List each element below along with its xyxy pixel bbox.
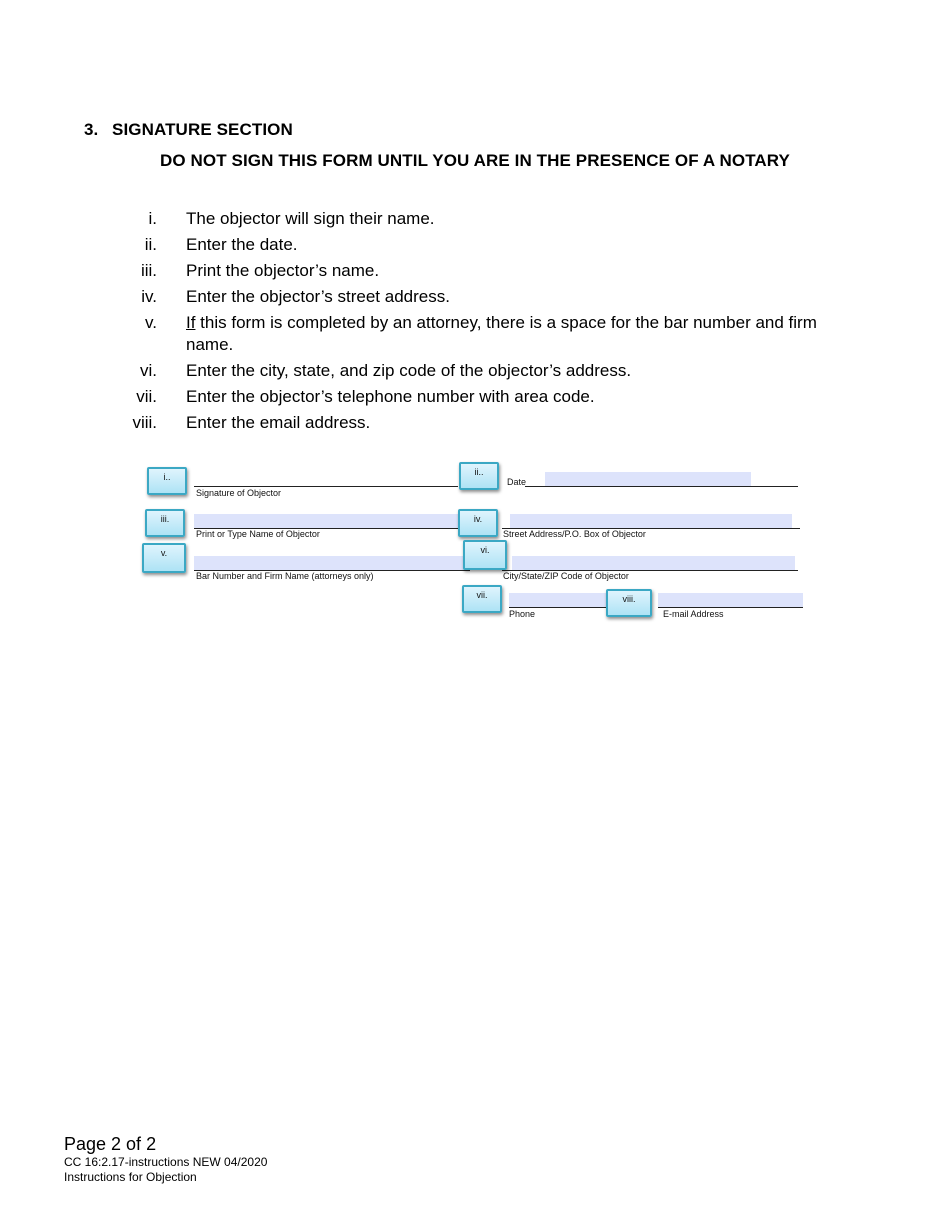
step-text: Enter the objector’s telephone number with area code.	[186, 387, 595, 406]
callout-badge-ii: ii..	[459, 462, 499, 490]
date-field	[545, 472, 751, 486]
email-line	[658, 607, 803, 608]
step-text: The objector will sign their name.	[186, 209, 435, 228]
section-title: SIGNATURE SECTION	[112, 120, 293, 139]
form-title: Instructions for Objection	[64, 1170, 197, 1184]
underlined-if: If	[186, 313, 196, 332]
list-item	[0, 234, 950, 260]
street-label: Street Address/P.O. Box of Objector	[503, 529, 646, 539]
list-item	[0, 260, 950, 286]
bar-number-field	[194, 556, 470, 570]
step-text: Print the objector’s name.	[186, 261, 380, 280]
instruction-list	[0, 208, 950, 438]
list-item	[0, 386, 950, 412]
callout-badge-iii: iii.	[145, 509, 185, 537]
list-item	[0, 286, 950, 312]
callout-badge-i: i..	[147, 467, 187, 495]
callout-badge-vii: vii.	[462, 585, 502, 613]
signature-label: Signature of Objector	[196, 488, 282, 498]
phone-label: Phone	[509, 609, 536, 619]
step-text	[186, 312, 856, 356]
form-code: CC 16:2.17-instructions NEW 04/2020	[64, 1155, 268, 1169]
section-heading	[84, 120, 293, 140]
step-numeral: i.	[148, 209, 157, 228]
bar-number-label: Bar Number and Firm Name (attorneys only)	[196, 571, 374, 581]
step-numeral: ii.	[144, 235, 157, 254]
step-numeral: iii.	[140, 261, 157, 280]
street-field	[510, 514, 792, 528]
email-label: E-mail Address	[663, 609, 724, 619]
email-field	[658, 593, 803, 607]
list-item	[0, 208, 950, 234]
city-label: City/State/ZIP Code of Objector	[503, 571, 629, 581]
step-text-rest: this form is completed by an attorney, there is a space for the bar number and firm name.	[186, 313, 817, 354]
print-name-label: Print or Type Name of Objector	[196, 529, 320, 539]
phone-line	[509, 607, 609, 608]
step-text: Enter the email address.	[186, 413, 371, 432]
date-line	[525, 486, 798, 487]
notary-warning: DO NOT SIGN THIS FORM UNTIL YOU ARE IN THE PRESENCE OF A NOTARY	[160, 151, 790, 170]
signature-line	[194, 486, 458, 487]
phone-field	[509, 593, 609, 607]
section-number: 3.	[84, 120, 99, 139]
list-item	[0, 312, 950, 360]
step-numeral: iv.	[141, 287, 157, 306]
list-item	[0, 360, 950, 386]
step-numeral: v.	[145, 313, 157, 332]
step-text: Enter the date.	[186, 235, 298, 254]
step-text: Enter the objector’s street address.	[186, 287, 450, 306]
page-number: Page 2 of 2	[64, 1134, 157, 1154]
list-item	[0, 412, 950, 438]
callout-badge-viii: viii.	[606, 589, 652, 617]
callout-badge-v: v.	[142, 543, 186, 573]
step-numeral: vi.	[140, 361, 157, 380]
page-footer	[64, 1133, 267, 1185]
callout-badge-iv: iv.	[458, 509, 498, 537]
step-text: Enter the city, state, and zip code of the objector’s address.	[186, 361, 632, 380]
date-label: Date	[507, 477, 527, 487]
print-name-field	[194, 514, 464, 528]
callout-badge-vi: vi.	[463, 540, 507, 570]
step-numeral: vii.	[136, 387, 157, 406]
step-numeral: viii.	[132, 413, 157, 432]
city-field	[512, 556, 795, 570]
